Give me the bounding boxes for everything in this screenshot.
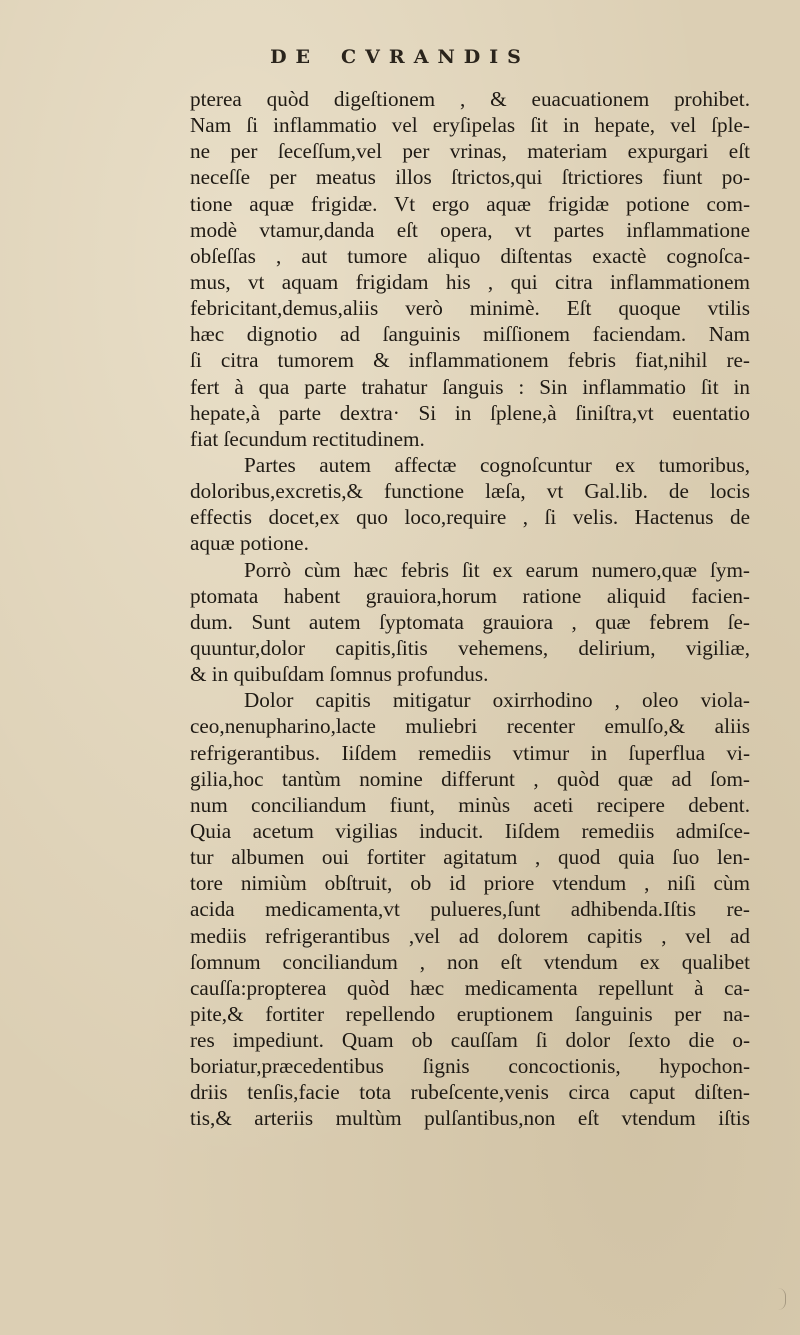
- text-line: pite,& fortiter repellendo eruptionem ſanguinis per na-: [190, 1001, 750, 1026]
- text-line: tur albumen oui fortiter agitatum , quod quia ſuo len-: [190, 845, 750, 870]
- text-line: refrigerantibus. Iiſdem remediis vtimur in ſuperflua vi-: [190, 740, 750, 765]
- page-edge-mark: [775, 1288, 786, 1310]
- text-line: obſeſſas , aut tumore aliquo diſtentas exactè cognoſca-: [190, 243, 750, 268]
- body-text: [190, 86, 750, 1132]
- text-line: mus, vt aquam frigidam his , qui citra inflammationem: [190, 269, 750, 294]
- text-line: boriatur,præcedentibus ſignis concoctionis, hypochon-: [190, 1054, 750, 1079]
- text-line: tione aquæ frigidæ. Vt ergo aquæ frigidæ potione com-: [190, 191, 750, 216]
- text-line: Nam ſi inflammatio vel eryſipelas ſit in hepate, vel ſple-: [190, 113, 750, 138]
- text-line: Dolor capitis mitigatur oxirrhodino , oleo viola-: [244, 688, 750, 713]
- text-line: num conciliandum fiunt, minùs aceti recipere debent.: [190, 792, 750, 817]
- text-line: tore nimiùm obſtruit, ob id priore vtendum , niſi cùm: [190, 871, 750, 896]
- text-line: res impediunt. Quam ob cauſſam ſi dolor ſexto die o-: [190, 1028, 750, 1053]
- running-header: [0, 46, 800, 68]
- text-line: modè vtamur,danda eſt opera, vt partes inflammatione: [190, 217, 750, 242]
- text-line: febricitant,demus,aliis verò minimè. Eſt quoque vtilis: [190, 296, 750, 321]
- text-line: Porrò cùm hæc febris ſit ex earum numero,quæ ſym-: [244, 557, 750, 582]
- text-line: ſomnum conciliandum , non eſt vtendum ex qualibet: [190, 949, 750, 974]
- text-line: cauſſa:propterea quòd hæc medicamenta repellunt à ca-: [190, 975, 750, 1000]
- text-line: effectis docet,ex quo loco,require , ſi velis. Hactenus de: [190, 505, 750, 530]
- text-line: fiat ſecundum rectitudinem.: [190, 426, 425, 451]
- text-line: dum. Sunt autem ſyptomata grauiora , quæ febrem ſe-: [190, 609, 750, 634]
- text-line: Quia acetum vigilias inducit. Iiſdem remediis admiſce-: [190, 818, 750, 843]
- text-line: doloribus,excretis,& functione læſa, vt Gal.lib. de locis: [190, 479, 750, 504]
- text-line: mediis refrigerantibus ,vel ad dolorem capitis , vel ad: [190, 923, 750, 948]
- text-line: acida medicamenta,vt pulueres,ſunt adhibenda.Iſtis re-: [190, 897, 750, 922]
- header-right-word: CVRANDIS: [341, 46, 530, 68]
- text-line: driis tenſis,facie tota rubeſcente,venis circa caput diſten-: [190, 1080, 750, 1105]
- text-line: ne per ſeceſſum,vel per vrinas, materiam expurgari eſt: [190, 139, 750, 164]
- text-line: ptomata habent grauiora,horum ratione aliquid facien-: [190, 583, 750, 608]
- text-line: ceo,nenupharino,lacte muliebri recenter emulſo,& aliis: [190, 714, 750, 739]
- text-line: gilia,hoc tantùm nomine differunt , quòd quæ ad ſom-: [190, 766, 750, 791]
- text-line: & in quibuſdam ſomnus profundus.: [190, 662, 489, 687]
- header-left-word: DE: [270, 46, 320, 68]
- text-line: tis,& arteriis multùm pulſantibus,non eſt vtendum iſtis: [190, 1106, 750, 1131]
- text-line: hæc dignotio ad ſanguinis miſſionem faciendam. Nam: [190, 322, 750, 347]
- text-line: Partes autem affectæ cognoſcuntur ex tumoribus,: [244, 452, 750, 477]
- text-line: ſi citra tumorem & inflammationem febris fiat,nihil re-: [190, 348, 750, 373]
- text-line: quuntur,dolor capitis,ſitis vehemens, delirium, vigiliæ,: [190, 635, 750, 660]
- text-line: neceſſe per meatus illos ſtrictos,qui ſtrictiores fiunt po-: [190, 165, 750, 190]
- text-line: hepate,à parte dextra· Si in ſplene,à ſiniſtra,vt euentatio: [190, 400, 750, 425]
- text-line: pterea quòd digeſtionem , & euacuationem prohibet.: [190, 87, 750, 111]
- text-line: fert à qua parte trahatur ſanguis : Sin inflammatio ſit in: [190, 374, 750, 399]
- text-line: aquæ potione.: [190, 531, 309, 556]
